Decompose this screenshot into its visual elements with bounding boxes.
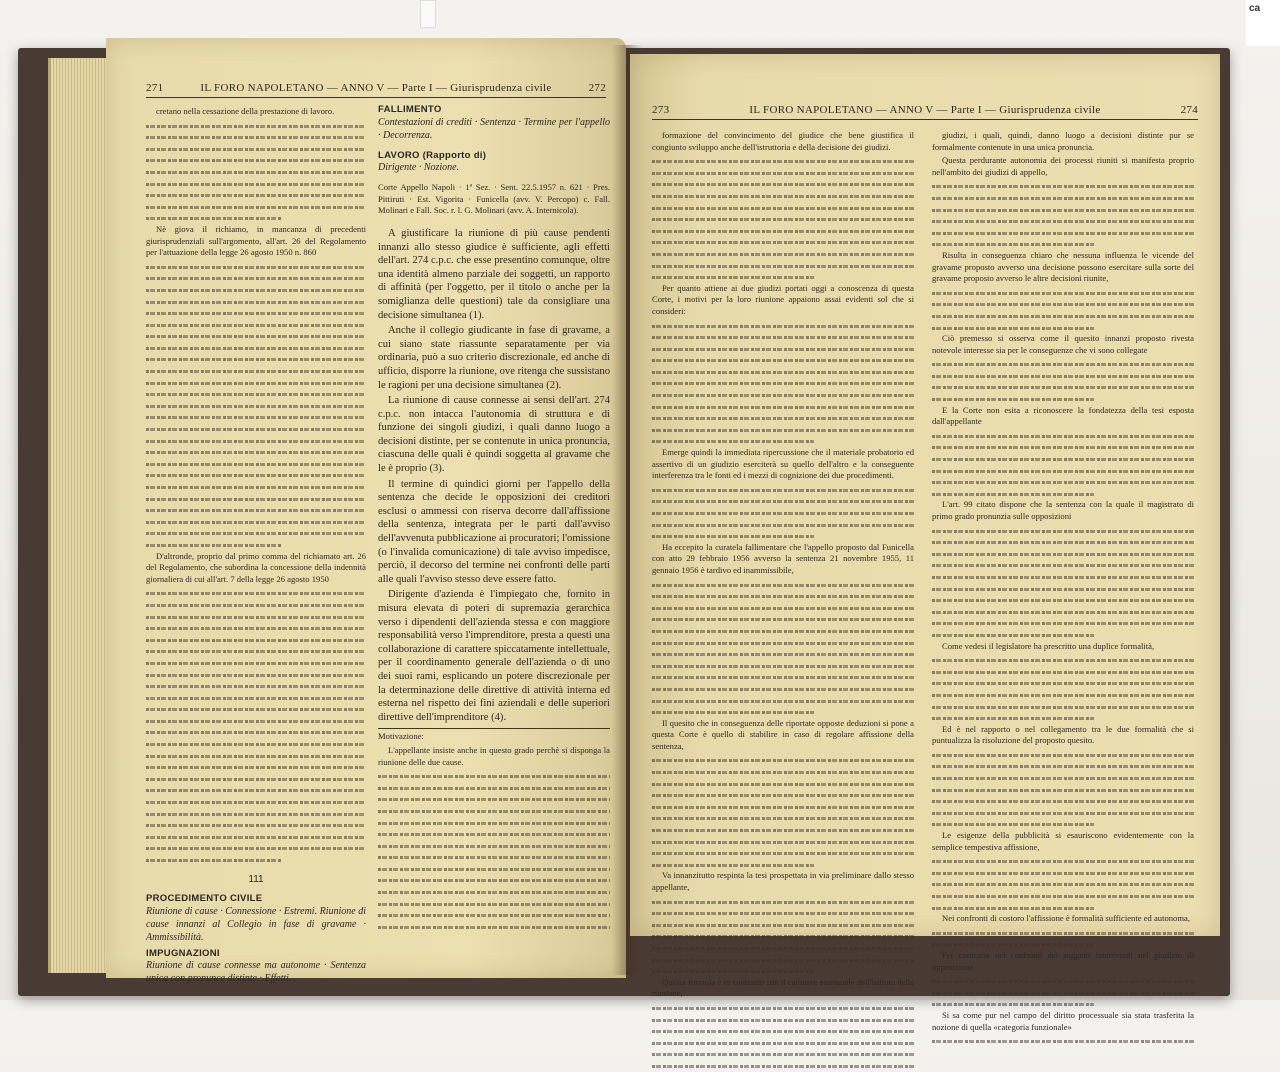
text-paragraph: Va innanzitutto respinta la tesi prospettata in via preliminare dallo stesso appellante, — [652, 870, 914, 892]
running-title: IL FORO NAPOLETANO — ANNO V — Parte I — Giurisprudenza civile — [749, 104, 1101, 116]
text-paragraph: giudizi, i quali, quindi, danno luogo a decisioni distinte pur se formalmente contenute in una unica pronuncia. — [932, 130, 1194, 152]
sticker-text: ca — [1249, 3, 1261, 14]
motivazione-label: Motivazione: — [378, 731, 424, 742]
sticker-label — [1246, 0, 1280, 46]
text-paragraph: D'altronde, proprio dal primo comma del richiamato art. 26 del Regolamento, che subordina la concessione della indennità giornaliera di cui all'art. 7 della legge 26 agosto 1950 — [146, 550, 366, 584]
text-paragraph: L'appellante insiste anche in questo grado perchè si disponga la riunione delle due cause. — [378, 744, 610, 767]
section-subject: Dirigente · Nozione. — [378, 162, 460, 174]
text-paragraph: Ed è nel rapporto o nel collegamento tra le due formalità che si puntualizza la risoluzione del proposto quesito. — [932, 723, 1194, 746]
text-paragraph: Le esigenze della pubblicità si esauriscono evidentemente con la semplice tempestiva affissione, — [932, 830, 1194, 852]
right-running-head — [652, 104, 1198, 120]
left-column-2 — [378, 100, 610, 932]
bookmark-tab — [420, 0, 436, 28]
motivazione-block — [378, 728, 610, 932]
page-number-272: 272 — [588, 82, 606, 94]
text-paragraph: Questa formula è in contrasto con il carattere essenziale dell'istituto della riunione, — [652, 976, 914, 999]
text-paragraph: Si sa come pur nel campo del diritto processuale sia stata trasferita la nozione di quella «categoria funzionale» — [932, 1009, 1194, 1032]
left-page — [106, 38, 626, 985]
text-paragraph: Il quesito che in conseguenza delle riportate opposte deduzioni si pone a questa Corte è quello di stabilire in caso di regolare affissione della sentenza, — [652, 717, 914, 751]
headnote: Dirigente d'azienda è l'impiegato che, fornito in misura elevata di poteri di supremazia gerarchica verso i dipendenti dell'azienda stessa e con maggiore responsabilità verso l'imprenditore, presta a questi una collaborazione di carattere spiccatamente intellettuale, per il coordinamento generale dell'azienda o di uno dei suoi rami, esplicando un potere discrezionale per la determinazione delle direttive di attività interna ed esterna nel rispetto dei fini aziendali e delle superiori direttive dell'imprenditore (4). — [378, 589, 610, 723]
headnote: Il termine di quindici giorni per l'appello della sentenza che decide le opposizioni dei creditori esclusi o ammessi con riserva decorre dall'affissione della sentenza, integrata per le parti dall'avviso dell'avvenuta pubblicazione ai procuratori; l'omissione (o l'invalida comunicazione) di tale avviso impedisce, perciò, il decorso del termine nei confronti delle parti alle quali l'avviso stesso deve essere fatto. — [378, 478, 610, 585]
right-column-1 — [652, 130, 914, 1072]
text-paragraph: Come vedesi il legislatore ha prescritto una duplice formalità, — [942, 640, 1155, 651]
text-paragraph: L'art. 99 citato dispone che la sentenza con la quale il magistrato di primo grado pronunzia sulle opposizioni — [932, 499, 1194, 521]
text-paragraph: Risulta in conseguenza chiaro che nessuna influenza le vicende del gravame proposto avverso una decisione possono esercitare sulla sorte del gravame proposto avverso le altre decisioni riunite, — [932, 249, 1194, 284]
headnote: Anche il collegio giudicante in fase di gravame, a cui siano state riassunte separatamente per via ordinaria, può a suo criterio discrezionale, ed anche di ufficio, disporre la riunione, ove ritenga che sussistano le ragioni per una decisione simultanea (2). — [378, 325, 610, 391]
left-running-head — [146, 82, 606, 98]
text-paragraph: E la Corte non esita a riconoscere la fondatezza della tesi esposta dall'appellante — [932, 404, 1194, 427]
right-page — [630, 54, 1220, 1032]
text-paragraph: Nè giova il richiamo, in mancanza di precedenti giurisprudenziali sull'argomento, all'art. 26 del Regolamento per l'attuazione della legge 26 agosto 1950 n. 860 — [146, 223, 366, 258]
text-paragraph: cretano nella cessazione della prestazione di lavoro. — [156, 106, 335, 116]
headnote: A giustificare la riunione di più cause pendenti innanzi allo stesso giudice è sufficiente, agli effetti dell'art. 274 c.p.c. che esse presentino comunque, oltre una identità almeno parziale dei soggetti, un rapporto di affinità (per l'oggetto, per il titolo o anche per la somiglianza delle questioni) tale da consigliare una decisione simultanea (1). — [378, 227, 610, 321]
section-subject: Riunione di cause connesse ma autonome · Sentenza unica con pronunce distinte · Effetti. — [146, 960, 366, 985]
text-paragraph: Per contrario nei confronti dei soggetti intervenuti nel giudizio di opposizione — [932, 949, 1194, 972]
section-subject: Riunione di cause · Connessione · Estremi. Riunione di cause innanzi al Collegio in fase di gravame · Ammissibilità. — [146, 905, 366, 943]
section-heading: IMPUGNAZIONI — [146, 947, 220, 959]
text-paragraph: Per quanto attiene ai due giudizi portati oggi a conoscenza di questa Corte, i motivi per la loro riunione appaiono assai evidenti sol che si consideri: — [652, 282, 914, 316]
page-number-273: 273 — [652, 104, 670, 116]
text-paragraph: formazione del convincimento del giudice che bene giustifica il congiunto sviluppo anche dell'istruttoria e della decisione dei giudizi. — [652, 130, 914, 152]
left-column-1 — [146, 106, 366, 985]
text-paragraph: Ciò premesso si osserva come il quesito innanzi proposto rivesta notevole interesse sia per le conseguenze che vi sono collegate — [932, 333, 1194, 355]
text-paragraph: Ha eccepito la curatela fallimentare che l'appello proposto dal Funicella con atto 29 febbraio 1956 avverso la sentenza 21 novembre 1955, 11 gennaio 1956 è tardivo ed inammissibile, — [652, 541, 914, 575]
right-column-2 — [932, 130, 1194, 1047]
text-paragraph: Questa perdurante autonomia dei processi riuniti si manifesta proprio nell'ambito dei giudizi di appello, — [932, 155, 1194, 177]
section-subject: Contestazioni di crediti · Sentenza · Termine per l'appello · Decorrenza. — [378, 116, 610, 141]
section-heading: PROCEDIMENTO CIVILE — [146, 893, 263, 905]
page-number-274: 274 — [1180, 104, 1198, 116]
page-number-271: 271 — [146, 82, 164, 94]
page-edges — [48, 58, 113, 973]
text-paragraph: Emerge quindi la immediata ripercussione che il materiale probatorio ed assertivo di un giudizio eserciterà su quello dell'altro e la conseguente interferenza tra le fonti ed i mezzi di cognizione dei due procedimenti. — [652, 447, 914, 481]
case-number: 111 — [248, 873, 264, 885]
running-title: IL FORO NAPOLETANO — ANNO V — Parte I — Giurisprudenza civile — [200, 82, 552, 94]
text-paragraph: Nei confronti di costoro l'affissione è formalità sufficiente ed autonoma, — [942, 913, 1190, 924]
section-heading: FALLIMENTO — [378, 104, 442, 115]
headnote: La riunione di cause connesse ai sensi dell'art. 274 c.p.c. non intacca l'autonomia di struttura e di funzione dei singoli giudizi, i quali danno luogo a decisioni distinte, per se contenute in unica pronuncia, ciascuna delle quali è quindi soggetta al gravame che le è proprio (3). — [378, 395, 610, 475]
court-citation: Corte Appello Napoli · 1ª Sez. · Sent. 22.5.1957 n. 621 · Pres. Pittiruti · Est. Vigorita · Funicella (avv. V. Percopo) c. Fall. Molinari e Fall. Soc. r. l. G. Molinari (avv. A. Internicola). — [378, 182, 610, 216]
section-heading: LAVORO (Rapporto di) — [378, 149, 487, 161]
